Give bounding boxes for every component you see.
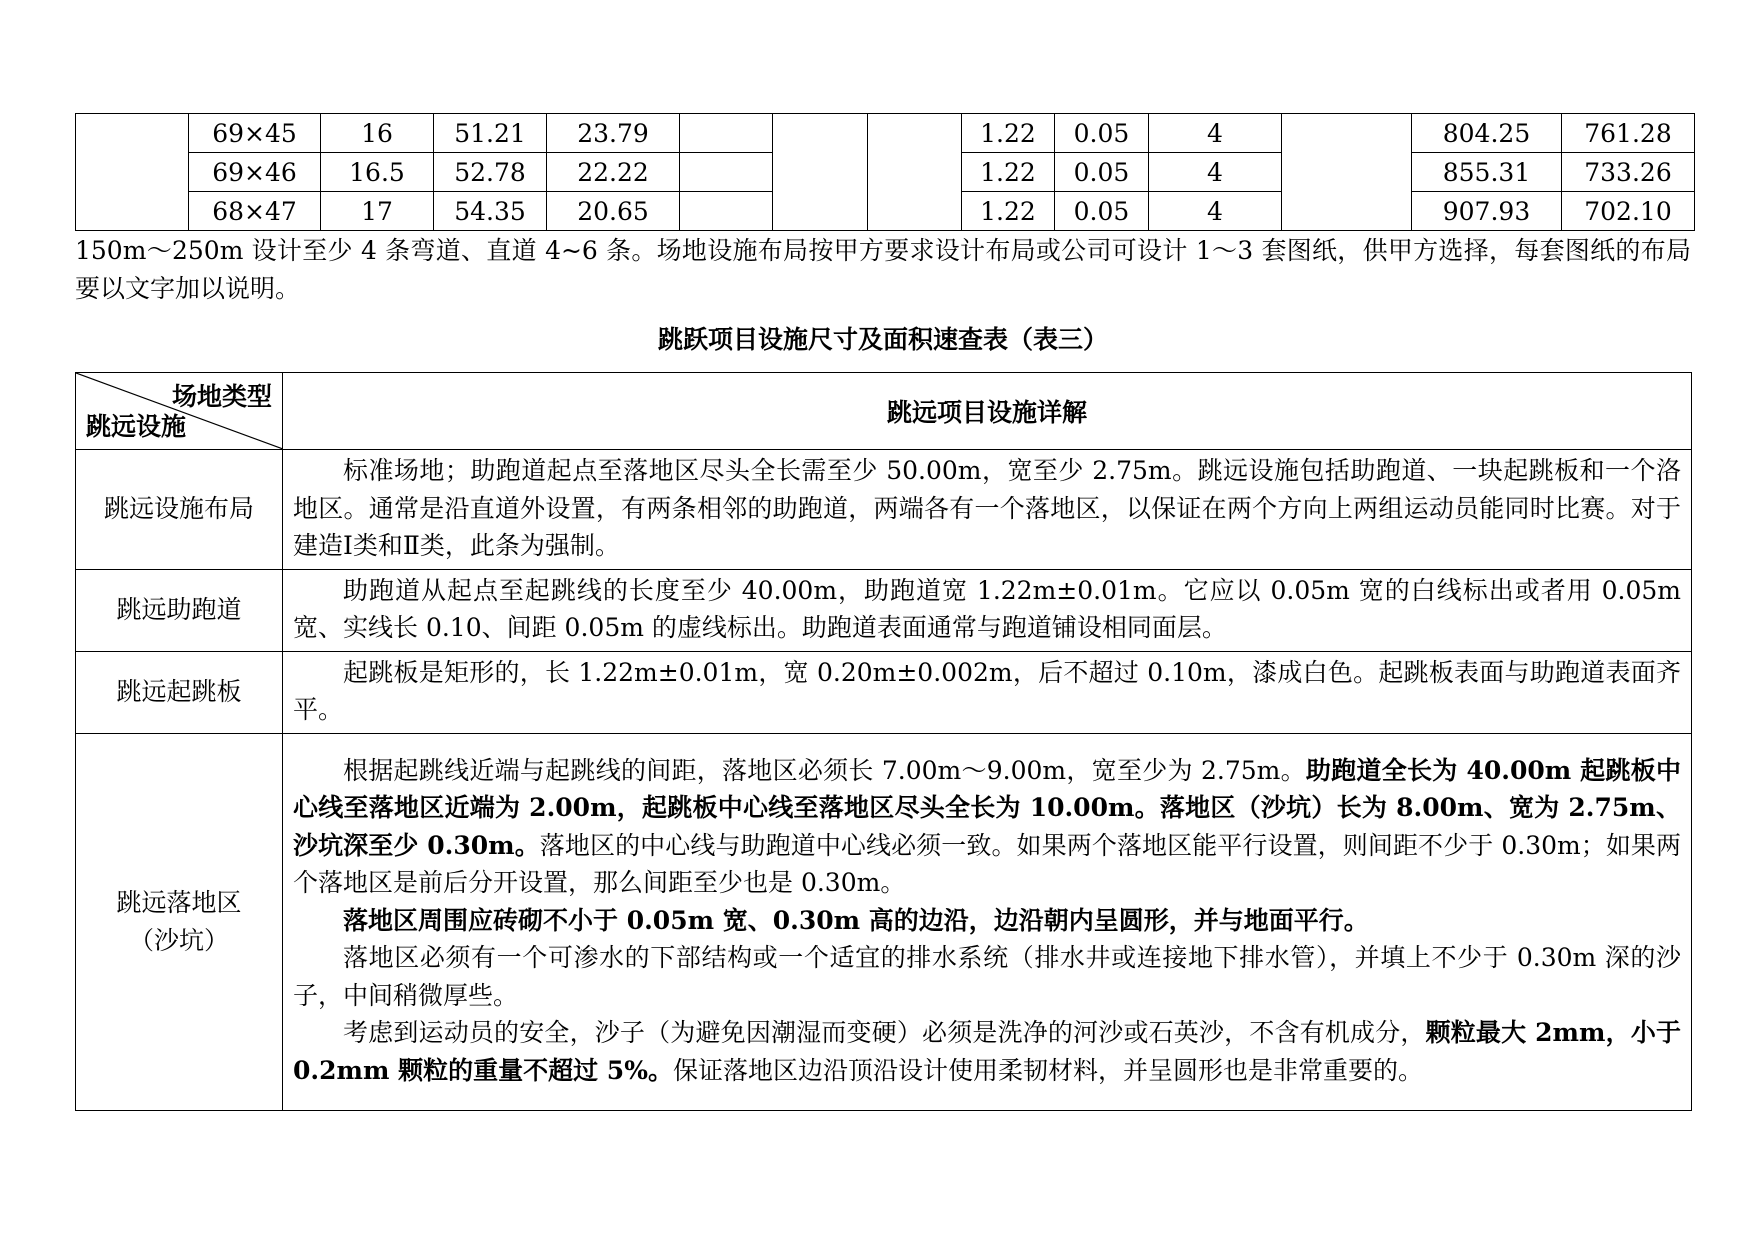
table-cell: 1.22	[962, 114, 1055, 153]
content-paragraph: 标准场地；助跑道起点至落地区尽头全长需至少 50.00m，宽至少 2.75m。跳远设施包括助跑道、一块起跳板和一个洛地区。通常是沿直道外设置，有两条相邻的助跑道，两端各有一个落地区，以保证在两个方向上两组运动员能同时比赛。对于建造Ⅰ类和Ⅱ类，此条为强制。	[293, 456, 1681, 560]
table-cell: 16	[321, 114, 434, 153]
header-title: 跳远项目设施详解	[283, 373, 1692, 450]
table-cell: 0.05	[1055, 153, 1149, 192]
table-cell: 4	[1149, 153, 1282, 192]
table-cell: 17	[321, 192, 434, 231]
table-cell	[1282, 114, 1412, 231]
row-label-line: 跳远落地区	[116, 887, 242, 917]
table-row	[76, 450, 1692, 570]
table-cell: 907.93	[1412, 192, 1562, 231]
bold-text-run: 助跑道全长为 40.00m 起跳板中心线至落地区近端为 2.00m，起跳板中心线至落地区尽头全长为 10.00m。落地区（沙坑）长为 8.00m、宽为 2.75m、沙坑深至少 0.30m。	[293, 755, 1681, 860]
content-paragraph: 助跑道从起点至起跳线的长度至少 40.00m，助跑道宽 1.22m±0.01m。它应以 0.05m 宽的白线标出或者用 0.05m 宽、实线长 0.10、间距 0.05m 的虚线标出。助跑道表面通常与跑道铺设相同面层。	[293, 575, 1681, 642]
content-paragraph	[293, 902, 1681, 940]
table-cell	[680, 114, 773, 153]
table-cell	[680, 192, 773, 231]
row-content	[283, 569, 1692, 651]
text-run: 保证落地区边沿顶沿设计使用柔韧材料，并呈圆形也是非常重要的。	[672, 1055, 1423, 1085]
table-cell: 733.26	[1562, 153, 1695, 192]
table-cell	[773, 114, 868, 231]
table-cell: 702.10	[1562, 192, 1695, 231]
table-row	[76, 569, 1692, 651]
table-cell	[868, 114, 962, 231]
content-paragraph	[293, 1014, 1681, 1089]
dimensions-table-continued	[75, 113, 1695, 231]
content-paragraph: 起跳板是矩形的，长 1.22m±0.01m，宽 0.20m±0.002m，后不超过 0.10m，漆成白色。起跳板表面与助跑道表面齐平。	[293, 657, 1681, 724]
row-label-line: （沙坑）	[128, 925, 229, 955]
row-content	[283, 450, 1692, 570]
table-cell: 0.05	[1055, 192, 1149, 231]
table-cell: 855.31	[1412, 153, 1562, 192]
table-cell: 20.65	[547, 192, 680, 231]
row-label: 跳远起跳板	[76, 651, 283, 733]
table-cell: 4	[1149, 192, 1282, 231]
table-caption: 跳跃项目设施尺寸及面积速查表（表三）	[657, 325, 1108, 354]
table-cell: 23.79	[547, 114, 680, 153]
table-cell: 16.5	[321, 153, 434, 192]
table-cell: 1.22	[962, 192, 1055, 231]
row-label: 跳远设施布局	[76, 450, 283, 570]
table-header-row	[76, 373, 1692, 450]
table-row	[76, 733, 1692, 1110]
long-jump-table	[75, 372, 1692, 1111]
table-cell: 0.05	[1055, 114, 1149, 153]
header-site-type: 场地类型	[171, 382, 272, 411]
bold-text-run: 颗粒最大 2mm，小于 0.2mm 颗粒的重量不超过 5%。	[293, 1018, 1681, 1085]
bold-text-run: 落地区周围应砖砌不小于 0.05m 宽、0.30m 高的边沿，边沿朝内呈圆形，并与地面平行。	[343, 905, 1369, 935]
row-label	[76, 733, 283, 1110]
table-cell: 804.25	[1412, 114, 1562, 153]
header-facility: 跳远设施	[86, 412, 187, 441]
table-cell: 22.22	[547, 153, 680, 192]
table-cell: 4	[1149, 114, 1282, 153]
table-cell: 69×46	[189, 153, 321, 192]
text-run: 落地区的中心线与助跑道中心线必须一致。如果两个落地区能平行设置，则间距不少于 0.30m；如果两个落地区是前后分开设置，那么间距至少也是 0.30m。	[293, 830, 1682, 898]
table-cell: 761.28	[1562, 114, 1695, 153]
row-label: 跳远助跑道	[76, 569, 283, 651]
table-cell: 1.22	[962, 153, 1055, 192]
diagonal-header-cell	[76, 373, 283, 450]
row-content	[283, 733, 1692, 1110]
table-cell: 54.35	[434, 192, 547, 231]
content-paragraph	[293, 752, 1681, 902]
table-row	[76, 114, 1695, 153]
table-cell: 68×47	[189, 192, 321, 231]
text-run: 考虑到运动员的安全，沙子（为避免因潮湿而变硬）必须是洗净的河沙或石英沙，不含有机成分，	[343, 1018, 1426, 1048]
intro-paragraph: 150m～250m 设计至少 4 条弯道、直道 4~6 条。场地设施布局按甲方要求设计布局或公司可设计 1～3 套图纸，供甲方选择，每套图纸的布局要以文字加以说明。	[75, 236, 1691, 303]
table-cell: 69×45	[189, 114, 321, 153]
table-cell	[680, 153, 773, 192]
table-cell	[76, 114, 189, 231]
table-row	[76, 651, 1692, 733]
content-paragraph: 落地区必须有一个可渗水的下部结构或一个适宜的排水系统（排水井或连接地下排水管），并填上不少于 0.30m 深的沙子，中间稍微厚些。	[293, 943, 1681, 1010]
row-content	[283, 651, 1692, 733]
text-run: 根据起跳线近端与起跳线的间距，落地区必须长 7.00m～9.00m，宽至少为 2.75m。	[343, 755, 1306, 785]
table-cell: 51.21	[434, 114, 547, 153]
table-cell: 52.78	[434, 153, 547, 192]
